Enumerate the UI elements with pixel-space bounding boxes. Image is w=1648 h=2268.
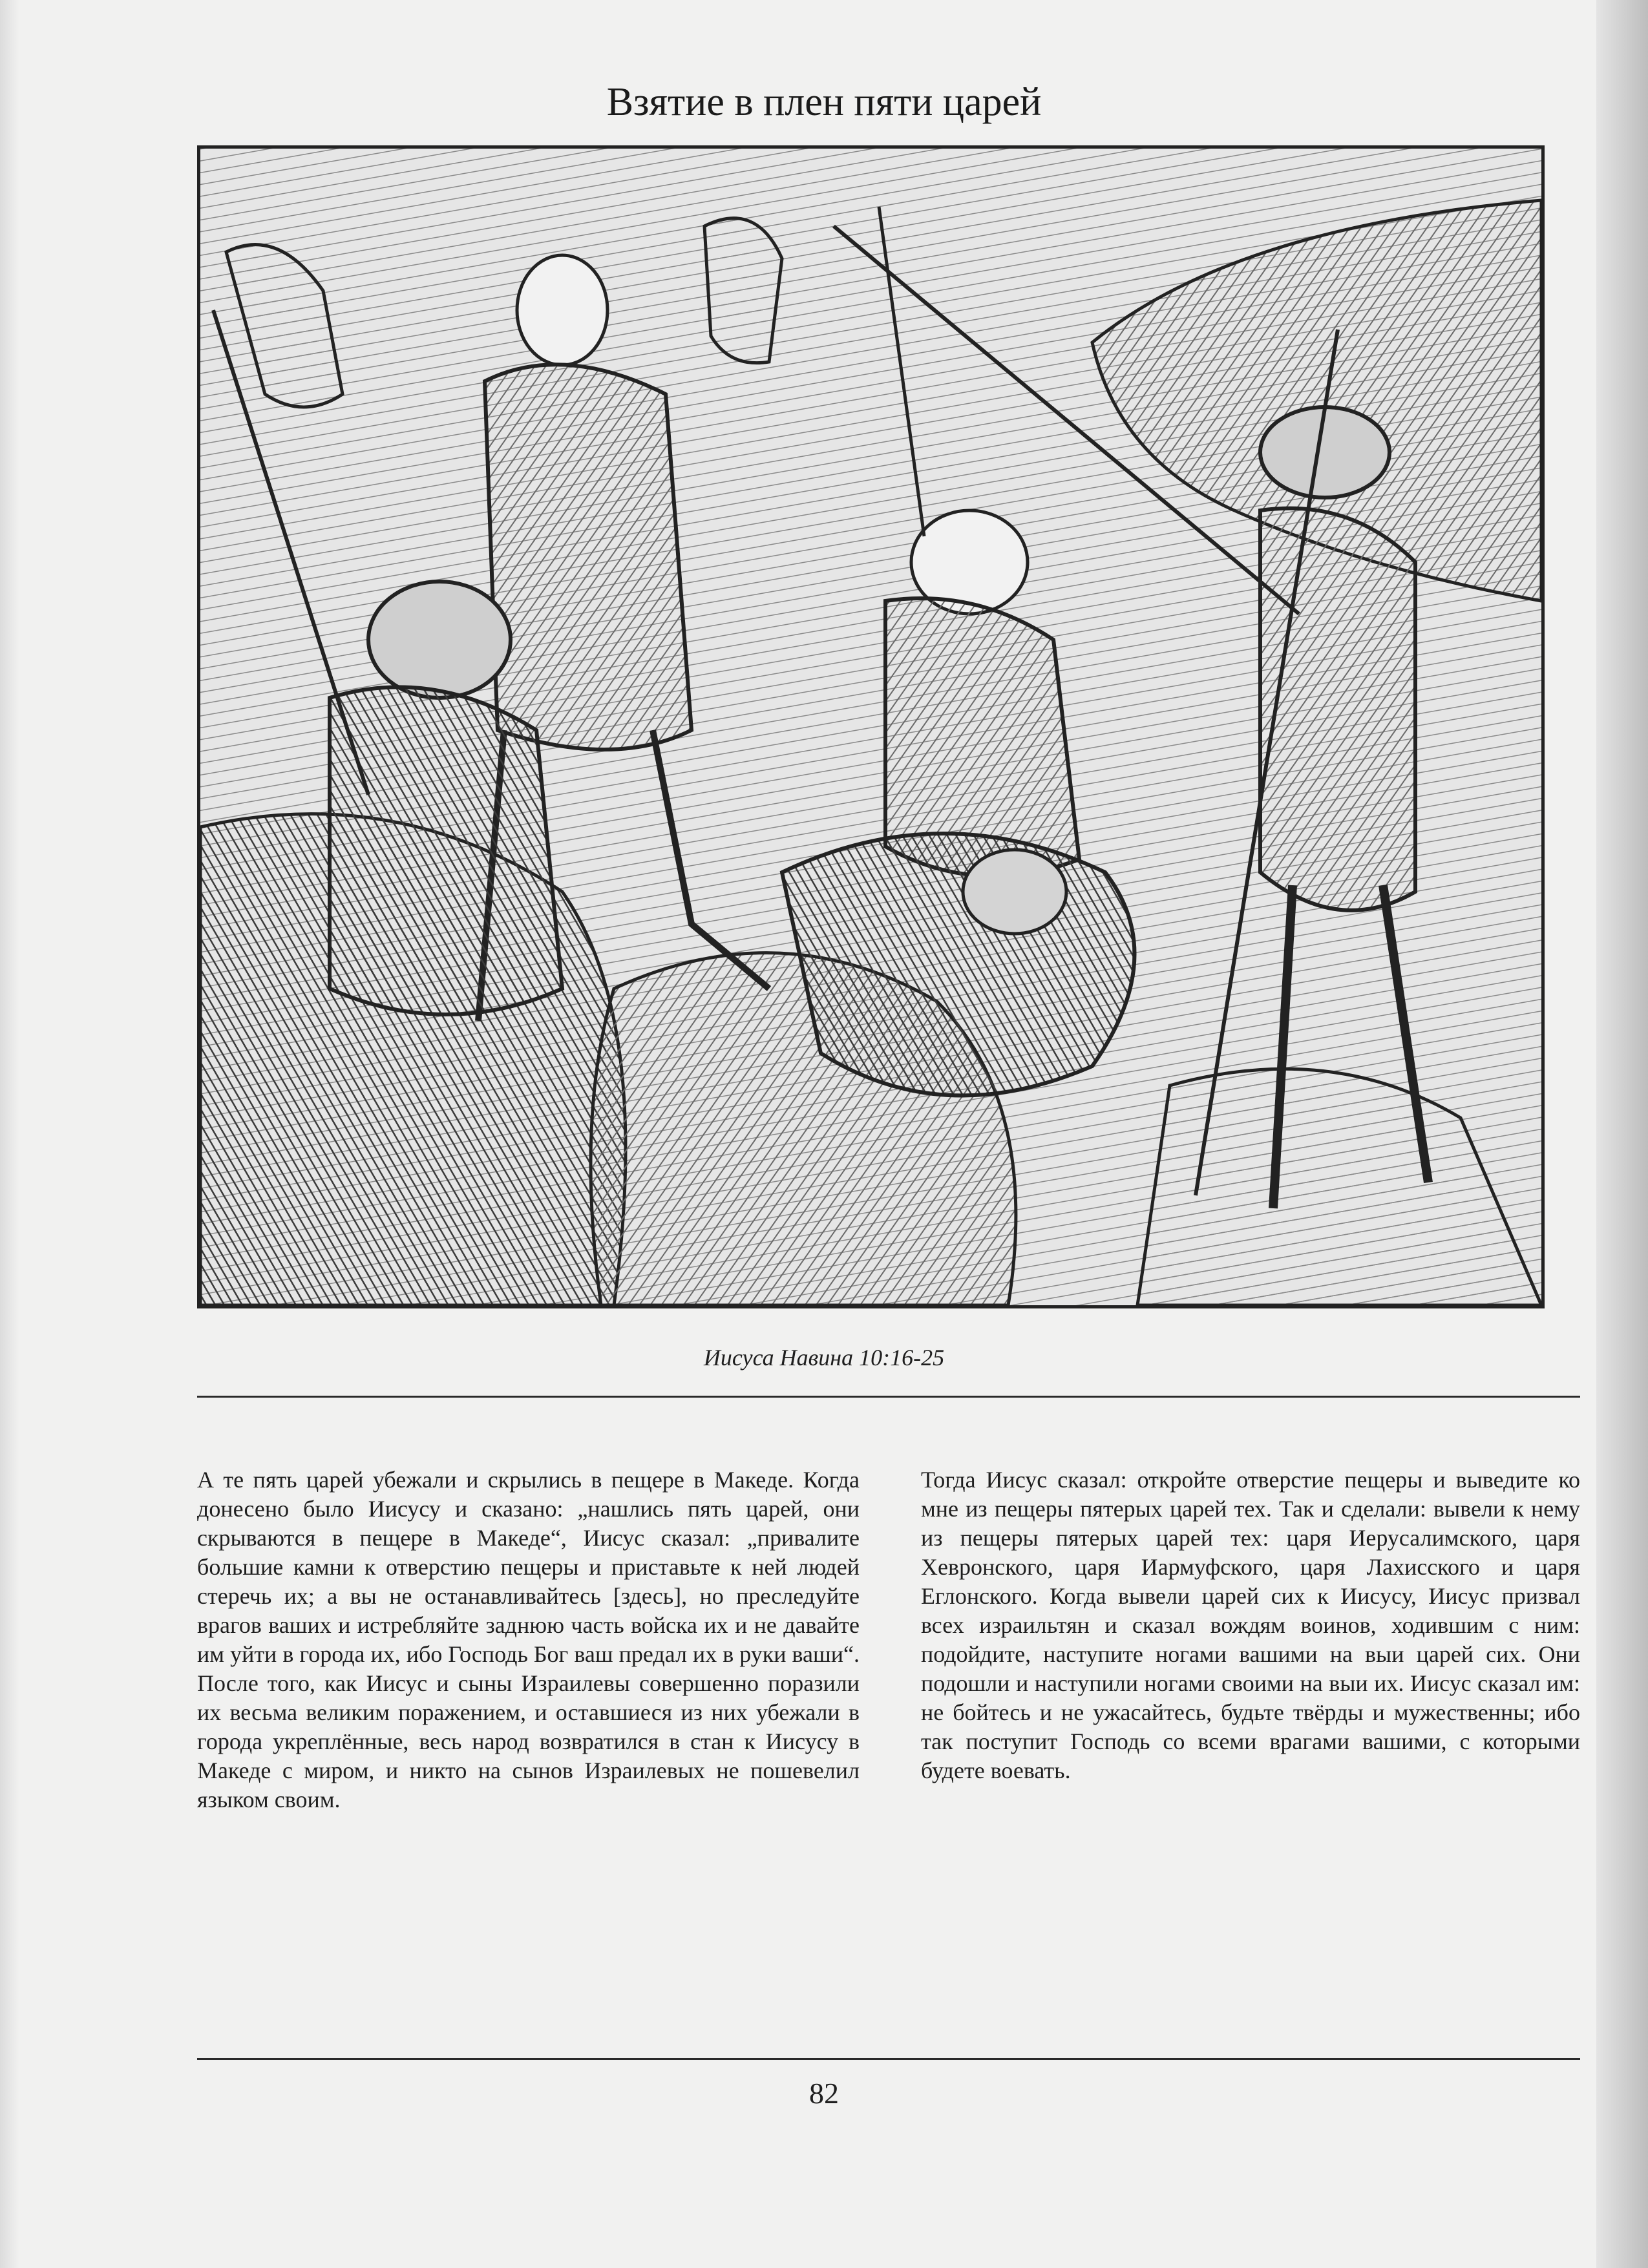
engraving-illustration [197, 145, 1545, 1308]
page-number: 82 [809, 2077, 839, 2110]
illustration-caption: Иисуса Навина 10:16-25 [703, 1345, 945, 1370]
scan-edge-left [0, 0, 19, 2268]
divider-bottom [197, 2058, 1580, 2060]
engraving-sketch [200, 149, 1541, 1305]
scan-edge-right [1596, 0, 1648, 2268]
page-title: Взятие в плен пяти царей [606, 80, 1042, 124]
divider-top [197, 1396, 1580, 1398]
text-column-left: А те пять царей убежали и скрылись в пещере в Македе. Когда донесено было Иисусу и сказано: „нашлись пять царей, они скрываются в пещере в Македе“, Иисус сказал: „привалите большие камни к отверстию пещеры и приставьте к ней людей стеречь их; а вы не останавливайтесь [здесь], но преследуйте врагов ваших и истребляйте заднюю часть войска их и не давайте им уйти в города их, ибо Господь Бог ваш предал их в руки ваши“. После того, как Иисус и сыны Израилевы совершенно поразили их весьма великим поражением, и оставшиеся из них убежали в города укреплённые, весь народ возвратился в стан к Иисусу в Македе с миром, и никто на сынов Израилевых не пошевелил языком своим. [197, 1467, 860, 1812]
text-column-right: Тогда Иисус сказал: откройте отверстие пещеры и выведите ко мне из пещеры пятерых царей тех. Так и сделали: вывели к нему из пещеры пятерых царей тех: царя Иерусалимского, царя Хевронского, царя Иармуфского, царя Лахисского и царя Еглонского. Когда вывели царей сих к Иисусу, Иисус призвал всех израильтян и сказал вождям воинов, ходившим с ним: подойдите, наступите ногами вашими на выи царей сих. Они подошли и наступили ногами своими на выи их. Иисус сказал им: не бойтесь и не ужасайтесь, будьте твёрды и мужественны; ибо так поступит Господь со всеми врагами вашими, с которыми будете воевать. [921, 1467, 1580, 1783]
